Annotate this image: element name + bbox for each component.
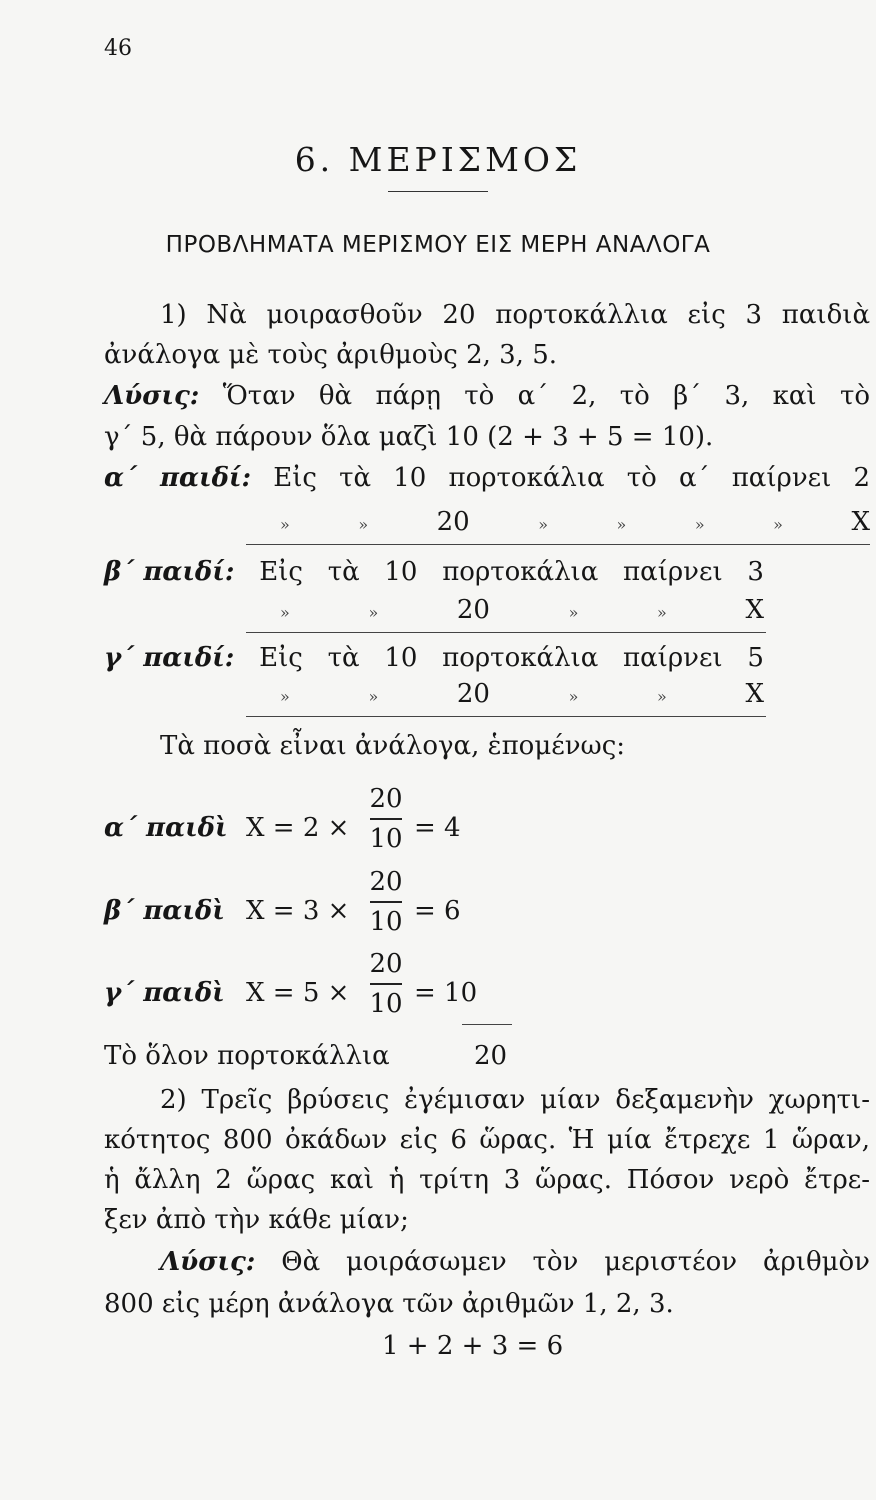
- word: τὸ α΄: [626, 463, 710, 493]
- ditto-mark: »: [657, 603, 667, 622]
- word: Εἰς: [259, 557, 303, 587]
- unknown-x: Χ: [851, 507, 870, 537]
- solution-label: Λύσις:: [104, 381, 200, 411]
- fraction-bar: [370, 901, 402, 903]
- formula-lhs: Χ = 5 ×: [246, 978, 350, 1008]
- word: 5: [747, 643, 764, 673]
- word: τὰ: [327, 557, 360, 587]
- numerator: 20: [369, 867, 403, 897]
- ditto-mark: »: [773, 515, 783, 534]
- ditto-mark: »: [657, 687, 667, 706]
- section-heading: ΠΡΟΒΛΗΜΑΤΑ ΜΕΡΙΣΜΟΥ ΕΙΣ ΜΕΡΗ ΑΝΑΛΟΓΑ: [165, 232, 711, 258]
- word: τὰ: [327, 643, 360, 673]
- formula-label: α΄ παιδὶ: [104, 813, 228, 843]
- page-number: 46: [104, 36, 132, 61]
- word: 10: [384, 643, 418, 673]
- child-row-beta: [104, 554, 764, 590]
- formula-rhs: = 4: [414, 813, 461, 843]
- fraction-rule: [246, 716, 766, 717]
- fraction-rule: [246, 544, 870, 545]
- ditto-mark: »: [280, 515, 290, 534]
- formula-label: β΄ παιδὶ: [104, 896, 225, 926]
- solution-label: Λύσις:: [160, 1247, 256, 1277]
- problem1-line2: ἀνάλογα μὲ τοὺς ἀριθμοὺς 2, 3, 5.: [104, 340, 558, 370]
- problem1-line4: γ΄ 5, θὰ πάρουν ὅλα μαζὶ 10 (2 + 3 + 5 = 10).: [104, 422, 714, 452]
- unknown-x: Χ: [745, 679, 764, 709]
- word: παίρνει: [731, 463, 832, 493]
- word: τὰ: [339, 463, 372, 493]
- denominator: 10: [369, 907, 403, 937]
- child-label: γ΄ παιδί:: [104, 643, 235, 673]
- ditto-mark: »: [568, 687, 579, 706]
- ditto-mark: »: [280, 687, 290, 706]
- problem2-line3: ἡ ἄλλη 2 ὥρας καὶ ἡ τρίτη 3 ὥρας. Πόσον νερὸ ἔτρε-: [104, 1165, 870, 1195]
- value-20: 20: [456, 595, 490, 625]
- fraction: [366, 782, 406, 856]
- ditto-mark: »: [616, 515, 627, 534]
- ditto-mark: »: [368, 603, 379, 622]
- ditto-mark: »: [568, 603, 579, 622]
- total-label: Τὸ ὅλον πορτοκάλλια: [104, 1041, 390, 1071]
- problem2-line6: 800 εἰς μέρη ἀνάλογα τῶν ἀριθμῶν 1, 2, 3.: [104, 1289, 674, 1319]
- ditto-mark: »: [538, 515, 549, 534]
- word: Εἰς: [259, 643, 303, 673]
- formula-rhs: = 6: [414, 896, 461, 926]
- word: 3: [747, 557, 764, 587]
- ditto-mark: »: [280, 603, 290, 622]
- word: παίρνει: [623, 643, 723, 673]
- problem2-equation: 1 + 2 + 3 = 6: [382, 1331, 564, 1361]
- child-row-beta-ditto: [280, 592, 764, 631]
- child-row-alpha-ditto: [280, 504, 870, 543]
- word: Εἰς: [273, 463, 317, 493]
- problem1-line3: Ὅταν θὰ πάρῃ τὸ α΄ 2, τὸ β΄ 3, καὶ τὸ: [222, 381, 870, 411]
- formula-label-alpha: [104, 810, 228, 846]
- problem2-line2: κότητος 800 ὀκάδων εἰς 6 ὥρας. Ἡ μία ἔτρεχε 1 ὥραν,: [104, 1125, 870, 1155]
- formula-rhs: = 10: [414, 978, 478, 1008]
- word: παίρνει: [623, 557, 723, 587]
- problem1-solution-line: [104, 378, 870, 414]
- child-label: β΄ παιδί:: [104, 557, 235, 587]
- ditto-mark: »: [694, 515, 705, 534]
- numerator: 20: [369, 949, 403, 979]
- word: 10: [384, 557, 418, 587]
- problem2-line4: ξεν ἀπὸ τὴν κάθε μίαν;: [104, 1205, 409, 1235]
- problem2-line5: Θὰ μοιράσωμεν τὸν μεριστέον ἀριθμὸν: [281, 1247, 870, 1277]
- problem2-solution-line: [160, 1244, 870, 1280]
- formula-lhs: Χ = 3 ×: [246, 896, 350, 926]
- value-20: 20: [436, 507, 470, 537]
- ditto-mark: »: [358, 515, 369, 534]
- numerator: 20: [369, 784, 403, 814]
- title-rule: [388, 191, 488, 192]
- fraction-bar: [370, 983, 402, 985]
- word: πορτοκάλια: [442, 557, 599, 587]
- formula-label-gamma: [104, 975, 225, 1011]
- sum-rule: [462, 1024, 512, 1025]
- total-value: 20: [474, 1041, 508, 1071]
- word: 2: [853, 463, 870, 493]
- child-row-gamma: [104, 640, 764, 676]
- proportional-text: Τὰ ποσὰ εἶναι ἀνάλογα, ἑπομένως:: [160, 731, 626, 761]
- ditto-mark: »: [368, 687, 379, 706]
- fraction: [366, 947, 406, 1021]
- value-20: 20: [456, 679, 490, 709]
- word: πορτοκάλια: [448, 463, 605, 493]
- word: 10: [393, 463, 427, 493]
- denominator: 10: [369, 824, 403, 854]
- fraction-bar: [370, 818, 402, 820]
- denominator: 10: [369, 989, 403, 1019]
- child-row-gamma-ditto: [280, 676, 764, 715]
- formula-label: γ΄ παιδὶ: [104, 978, 225, 1008]
- child-row-alpha: [104, 460, 870, 496]
- formula-label-beta: [104, 893, 225, 929]
- problem2-line1: 2) Τρεῖς βρύσεις ἐγέμισαν μίαν δεξαμενὴν χωρητι-: [160, 1085, 870, 1115]
- word: πορτοκάλια: [442, 643, 599, 673]
- chapter-title: 6. ΜΕΡΙΣΜΟΣ: [294, 140, 582, 179]
- fraction: [366, 865, 406, 939]
- fraction-rule: [246, 632, 766, 633]
- formula-lhs: Χ = 2 ×: [246, 813, 350, 843]
- unknown-x: Χ: [745, 595, 764, 625]
- child-label: α΄ παιδί:: [104, 463, 252, 493]
- problem1-line1: 1) Νὰ μοιρασθοῦν 20 πορτοκάλλια εἰς 3 παιδιὰ: [160, 300, 870, 330]
